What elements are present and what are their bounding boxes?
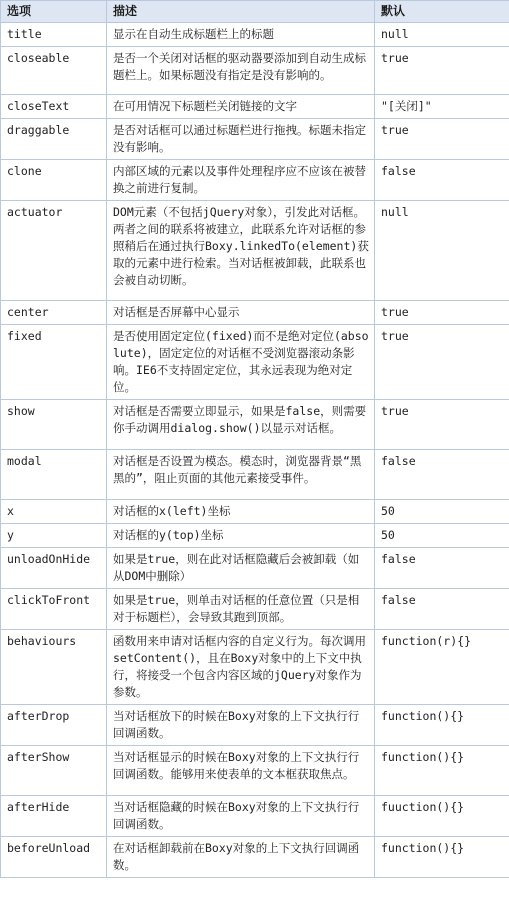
description-cell: DOM元素（不包括jQuery对象），引发此对话框。两者之间的联系将被建立，此联系允许对话框的参照稍后在通过执行Boxy.linkedTo(element)获取的元素中进行检索。当对话框被卸载，此联系也会被自动切断。 xyxy=(107,201,375,301)
default-cell: false xyxy=(375,548,509,589)
header-description: 描述 xyxy=(107,1,375,23)
default-cell: function(){} xyxy=(375,837,509,878)
default-cell: null xyxy=(375,201,509,301)
default-cell: true xyxy=(375,325,509,400)
description-cell: 当对话框放下的时候在Boxy对象的上下文执行行回调函数。 xyxy=(107,705,375,746)
table-row xyxy=(1,589,509,630)
description-cell: 对话框的x(left)坐标 xyxy=(107,500,375,524)
table-row xyxy=(1,325,509,400)
description-cell: 显示在自动生成标题栏上的标题 xyxy=(107,23,375,47)
default-cell: function(){} xyxy=(375,705,509,746)
option-cell: title xyxy=(1,23,107,47)
table-row xyxy=(1,301,509,325)
default-cell: fuuction(){} xyxy=(375,796,509,837)
table-row xyxy=(1,160,509,201)
option-cell: clickToFront xyxy=(1,589,107,630)
description-cell: 是否一个关闭对话框的驱动器要添加到自动生成标题栏上。如果标题没有指定是没有影响的。 xyxy=(107,47,375,95)
description-cell: 对话框的y(top)坐标 xyxy=(107,524,375,548)
description-cell: 对话框是否设置为模态。模态时，浏览器背景“黑黑的”，阻止页面的其他元素接受事件。 xyxy=(107,450,375,500)
description-cell: 内部区域的元素以及事件处理程序应不应该在被替换之前进行复制。 xyxy=(107,160,375,201)
option-cell: fixed xyxy=(1,325,107,400)
option-cell: closeText xyxy=(1,95,107,119)
option-cell: y xyxy=(1,524,107,548)
table-row xyxy=(1,500,509,524)
header-row xyxy=(1,1,509,23)
description-cell: 在对话框卸载前在Boxy对象的上下文执行回调函数。 xyxy=(107,837,375,878)
table-row xyxy=(1,837,509,878)
default-cell: "[关闭]" xyxy=(375,95,509,119)
option-cell: afterShow xyxy=(1,746,107,796)
table-row xyxy=(1,705,509,746)
default-cell: function(){} xyxy=(375,746,509,796)
option-cell: x xyxy=(1,500,107,524)
description-cell: 在可用情况下标题栏关闭链接的文字 xyxy=(107,95,375,119)
option-cell: actuator xyxy=(1,201,107,301)
table-row xyxy=(1,548,509,589)
default-cell: true xyxy=(375,301,509,325)
description-cell: 当对话框显示的时候在Boxy对象的上下文执行行回调函数。能够用来使表单的文本框获取焦点。 xyxy=(107,746,375,796)
option-cell: afterHide xyxy=(1,796,107,837)
description-cell: 是否对话框可以通过标题栏进行拖拽。标题未指定没有影响。 xyxy=(107,119,375,160)
option-cell: draggable xyxy=(1,119,107,160)
description-cell: 对话框是否屏幕中心显示 xyxy=(107,301,375,325)
description-cell: 如果是true，则单击对话框的任意位置（只是相对于标题栏），会导致其跑到顶部。 xyxy=(107,589,375,630)
option-cell: beforeUnload xyxy=(1,837,107,878)
description-cell: 是否使用固定定位(fixed)而不是绝对定位(absolute)，固定定位的对话框不受浏览器滚动条影响。IE6不支持固定定位，其永远表现为绝对定位。 xyxy=(107,325,375,400)
default-cell: false xyxy=(375,160,509,201)
header-default: 默认 xyxy=(375,1,509,23)
default-cell: function(r){} xyxy=(375,630,509,705)
option-cell: show xyxy=(1,400,107,450)
table-row xyxy=(1,524,509,548)
table-row xyxy=(1,746,509,796)
default-cell: true xyxy=(375,119,509,160)
header-option: 选项 xyxy=(1,1,107,23)
default-cell: 50 xyxy=(375,500,509,524)
table-row xyxy=(1,796,509,837)
description-cell: 函数用来申请对话框内容的自定义行为。每次调用setContent()，且在Boxy对象中的上下文中执行，将接受一个包含内容区域的jQuery对象作为参数。 xyxy=(107,630,375,705)
default-cell: true xyxy=(375,47,509,95)
option-cell: clone xyxy=(1,160,107,201)
option-cell: behaviours xyxy=(1,630,107,705)
default-cell: true xyxy=(375,400,509,450)
default-cell: false xyxy=(375,589,509,630)
default-cell: null xyxy=(375,23,509,47)
table-row xyxy=(1,400,509,450)
option-cell: modal xyxy=(1,450,107,500)
option-cell: unloadOnHide xyxy=(1,548,107,589)
table-row xyxy=(1,630,509,705)
option-cell: afterDrop xyxy=(1,705,107,746)
option-cell: closeable xyxy=(1,47,107,95)
description-cell: 如果是true，则在此对话框隐藏后会被卸载（如从DOM中删除） xyxy=(107,548,375,589)
default-cell: 50 xyxy=(375,524,509,548)
option-cell: center xyxy=(1,301,107,325)
table-body xyxy=(1,23,509,878)
table-row xyxy=(1,119,509,160)
table-row xyxy=(1,47,509,95)
description-cell: 当对话框隐藏的时候在Boxy对象的上下文执行行回调函数。 xyxy=(107,796,375,837)
table-row xyxy=(1,95,509,119)
table-row xyxy=(1,23,509,47)
table-row xyxy=(1,201,509,301)
description-cell: 对话框是否需要立即显示，如果是false，则需要你手动调用dialog.show()以显示对话框。 xyxy=(107,400,375,450)
default-cell: false xyxy=(375,450,509,500)
table-row xyxy=(1,450,509,500)
